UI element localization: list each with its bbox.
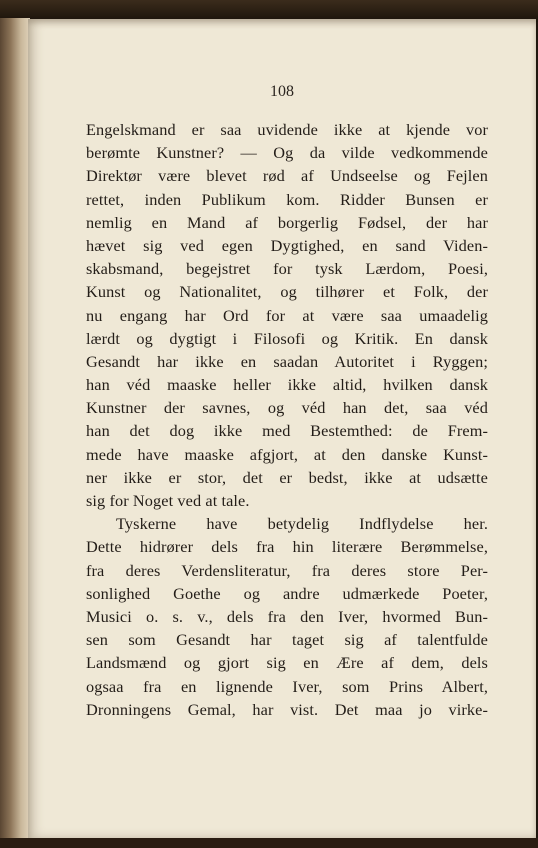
text-line: han det dog ikke med Bestemthed: de Frem-	[86, 421, 488, 441]
text-line: Kunst og Nationalitet, og tilhører et Folk, der	[86, 282, 488, 302]
text-line: sig for Noget ved at tale.	[86, 491, 250, 510]
text-line: Dronningens Gemal, har vist. Det maa jo virke-	[86, 699, 488, 719]
page-number: 108	[270, 83, 294, 100]
text-line: han véd maaske heller ikke altid, hvilken dansk	[86, 375, 488, 395]
text-line: fra deres Verdensliteratur, fra deres store Per-	[86, 560, 488, 580]
text-line: skabsmand, begejstret for tysk Lærdom, Poesi,	[86, 259, 488, 279]
text-line: berømte Kunstner? — Og da vilde vedkommende	[86, 143, 488, 163]
text-line: Kunstner der savnes, og véd han det, saa véd	[86, 398, 488, 418]
text-line: hævet sig ved egen Dygtighed, en sand Viden-	[86, 235, 488, 255]
text-line: nu engang har Ord for at være saa umaadelig	[86, 305, 488, 325]
text-line: Tyskerne have betydelig Indflydelse her.	[116, 514, 488, 534]
text-line: Landsmænd og gjort sig en Ære af dem, dels	[86, 653, 488, 673]
text-line: mede have maaske afgjort, at den danske Kunst-	[86, 444, 488, 464]
book-bottom-edge	[0, 838, 538, 848]
text-line: ogsaa fra en lignende Iver, som Prins Albert,	[86, 676, 488, 696]
book-spine-edge	[0, 18, 30, 842]
text-line: nemlig en Mand af borgerlig Fødsel, der har	[86, 212, 488, 232]
text-line: ner ikke er stor, det er bedst, ikke at udsætte	[86, 467, 488, 487]
text-line: sen som Gesandt har taget sig af talentfulde	[86, 630, 488, 650]
text-line: Gesandt har ikke en saadan Autoritet i Ryggen;	[86, 351, 488, 371]
text-line: lærdt og dygtigt i Filosofi og Kritik. En dansk	[86, 328, 488, 348]
text-line: Direktør være blevet rød af Undseelse og Fejlen	[86, 166, 488, 186]
text-line: Musici o. s. v., dels fra den Iver, hvormed Bun-	[86, 606, 488, 626]
text-line: rettet, inden Publikum kom. Ridder Bunsen er	[86, 189, 488, 209]
body-text	[86, 118, 488, 721]
text-line: Engelskmand er saa uvidende ikke at kjende vor	[86, 120, 488, 139]
text-line: Dette hidrører dels fra hin literære Berømmelse,	[86, 537, 488, 557]
text-line: sonlighed Goethe og andre udmærkede Poeter,	[86, 583, 488, 603]
